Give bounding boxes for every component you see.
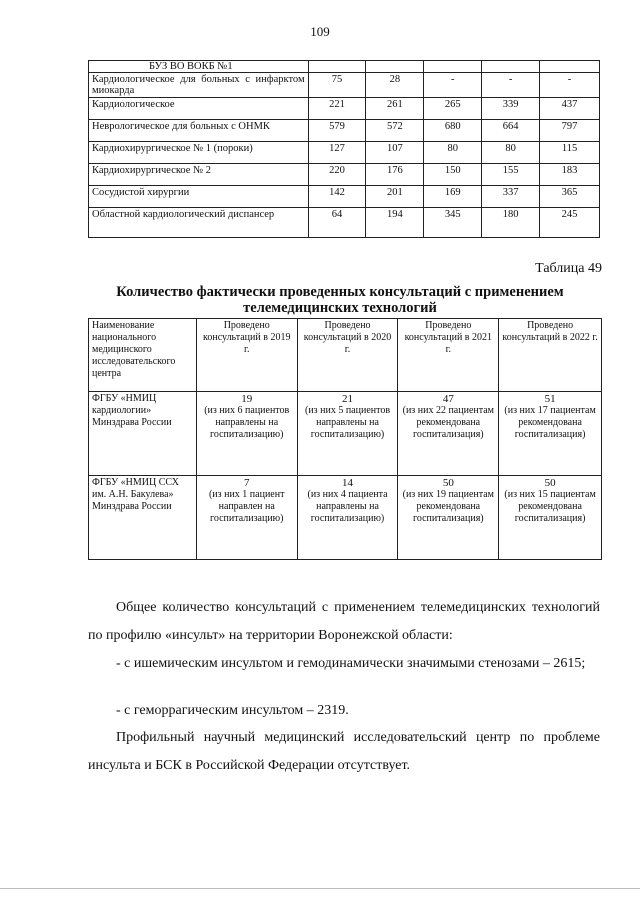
center-name: ФГБУ «НМИЦ кардиологии» Минздрава России — [89, 392, 197, 476]
table-row — [89, 476, 602, 560]
value-cell: 220 — [308, 164, 366, 186]
paragraph-center: Профильный научный медицинский исследовательский центр по проблеме инсульта и БСК в Российской Федерации отсутствует. — [88, 730, 600, 773]
hospital-header: БУЗ ВО ВОКБ №1 — [89, 61, 309, 73]
consultation-note: (из них 15 пациентам рекомендована госпитализация) — [504, 489, 596, 524]
department-name: Кардиологическое — [89, 98, 309, 120]
consultation-cell — [499, 476, 602, 560]
value-cell: 180 — [482, 208, 540, 238]
table-row — [89, 164, 600, 186]
consultation-count: 50 — [442, 477, 454, 489]
center-name: ФГБУ «НМИЦ ССХ им. А.Н. Бакулева» Минздрава России — [89, 476, 197, 560]
value-cell: 155 — [482, 164, 540, 186]
header-cell: Проведено консультаций в 2019 г. — [196, 319, 297, 392]
consultation-note: (из них 6 пациентов направлены на госпитализацию) — [204, 405, 290, 440]
value-cell: 572 — [366, 120, 424, 142]
department-name: Областной кардиологический диспансер — [89, 208, 309, 238]
consultation-cell — [499, 392, 602, 476]
value-cell: 265 — [424, 98, 482, 120]
value-cell: 579 — [308, 120, 366, 142]
consultation-cell — [196, 392, 297, 476]
value-cell: 365 — [540, 186, 600, 208]
department-name: Кардиологическое для больных с инфарктом миокарда — [89, 73, 309, 98]
consultation-note: (из них 17 пациентам рекомендована госпитализация) — [504, 405, 596, 440]
table-row — [89, 73, 600, 98]
consultation-count: 14 — [342, 477, 354, 489]
table-row — [89, 120, 600, 142]
header-cell: Наименование национального медицинского исследовательского центра — [89, 319, 197, 392]
value-cell: 437 — [540, 98, 600, 120]
value-cell: 345 — [424, 208, 482, 238]
value-cell: 194 — [366, 208, 424, 238]
table-title: Количество фактически проведенных консультаций с применением телемедицинских технологий — [116, 284, 564, 316]
consultation-cell — [398, 392, 499, 476]
consultation-cell — [398, 476, 499, 560]
consultation-count: 51 — [544, 393, 556, 405]
consultation-note: (из них 19 пациентам рекомендована госпитализация) — [402, 489, 494, 524]
value-cell: 183 — [540, 164, 600, 186]
table-row — [89, 186, 600, 208]
page-number: 109 — [310, 24, 330, 39]
consultation-count: 19 — [241, 393, 253, 405]
value-cell: 64 — [308, 208, 366, 238]
value-cell: - — [540, 73, 600, 98]
department-stats-table — [88, 60, 600, 238]
page-divider — [0, 888, 640, 889]
table-row — [89, 392, 602, 476]
department-name: Кардиохирургическое № 2 — [89, 164, 309, 186]
header-cell: Проведено консультаций в 2021 г. — [398, 319, 499, 392]
department-name: Сосудистой хирургии — [89, 186, 309, 208]
header-cell: Проведено консультаций в 2020 г. — [297, 319, 398, 392]
value-cell: 176 — [366, 164, 424, 186]
consultation-count: 50 — [544, 477, 556, 489]
value-cell: - — [482, 73, 540, 98]
paragraph-hemorrhagic: - с геморрагическим инсультом – 2319. — [116, 703, 349, 718]
consultations-table — [88, 318, 602, 560]
value-cell: 337 — [482, 186, 540, 208]
table-row — [89, 98, 600, 120]
table-header-row — [89, 319, 602, 392]
department-name: Кардиохирургическое № 1 (пороки) — [89, 142, 309, 164]
value-cell: 75 — [308, 73, 366, 98]
consultation-count: 47 — [442, 393, 454, 405]
value-cell: 142 — [308, 186, 366, 208]
consultation-note: (из них 5 пациентов направлены на госпитализацию) — [304, 405, 391, 440]
consultation-cell — [297, 476, 398, 560]
value-cell: 80 — [482, 142, 540, 164]
consultation-count: 7 — [243, 477, 250, 489]
consultation-note: (из них 4 пациента направлены на госпитализацию) — [307, 489, 388, 524]
consultation-cell — [297, 392, 398, 476]
value-cell: 261 — [366, 98, 424, 120]
paragraph-total: Общее количество консультаций с применением телемедицинских технологий по профилю «инсульт» на территории Воронежской области: — [88, 600, 600, 643]
department-name: Неврологическое для больных с ОНМК — [89, 120, 309, 142]
value-cell: 797 — [540, 120, 600, 142]
paragraph-ischemic: - с ишемическим инсультом и гемодинамически значимыми стенозами – 2615; — [116, 656, 586, 671]
table-header-row — [89, 61, 600, 73]
value-cell: 221 — [308, 98, 366, 120]
consultation-cell — [196, 476, 297, 560]
value-cell: 115 — [540, 142, 600, 164]
table-row — [89, 142, 600, 164]
consultation-count: 21 — [342, 393, 354, 405]
value-cell: - — [424, 73, 482, 98]
table-number: Таблица 49 — [535, 261, 602, 276]
consultation-note: (из них 22 пациентам рекомендована госпитализация) — [402, 405, 494, 440]
table-row — [89, 208, 600, 238]
value-cell: 169 — [424, 186, 482, 208]
value-cell: 28 — [366, 73, 424, 98]
value-cell: 107 — [366, 142, 424, 164]
value-cell: 150 — [424, 164, 482, 186]
value-cell: 245 — [540, 208, 600, 238]
value-cell: 680 — [424, 120, 482, 142]
consultation-note: (из них 1 пациент направлен на госпитализацию) — [208, 489, 285, 524]
value-cell: 127 — [308, 142, 366, 164]
value-cell: 201 — [366, 186, 424, 208]
value-cell: 664 — [482, 120, 540, 142]
header-cell: Проведено консультаций в 2022 г. — [499, 319, 602, 392]
value-cell: 339 — [482, 98, 540, 120]
value-cell: 80 — [424, 142, 482, 164]
